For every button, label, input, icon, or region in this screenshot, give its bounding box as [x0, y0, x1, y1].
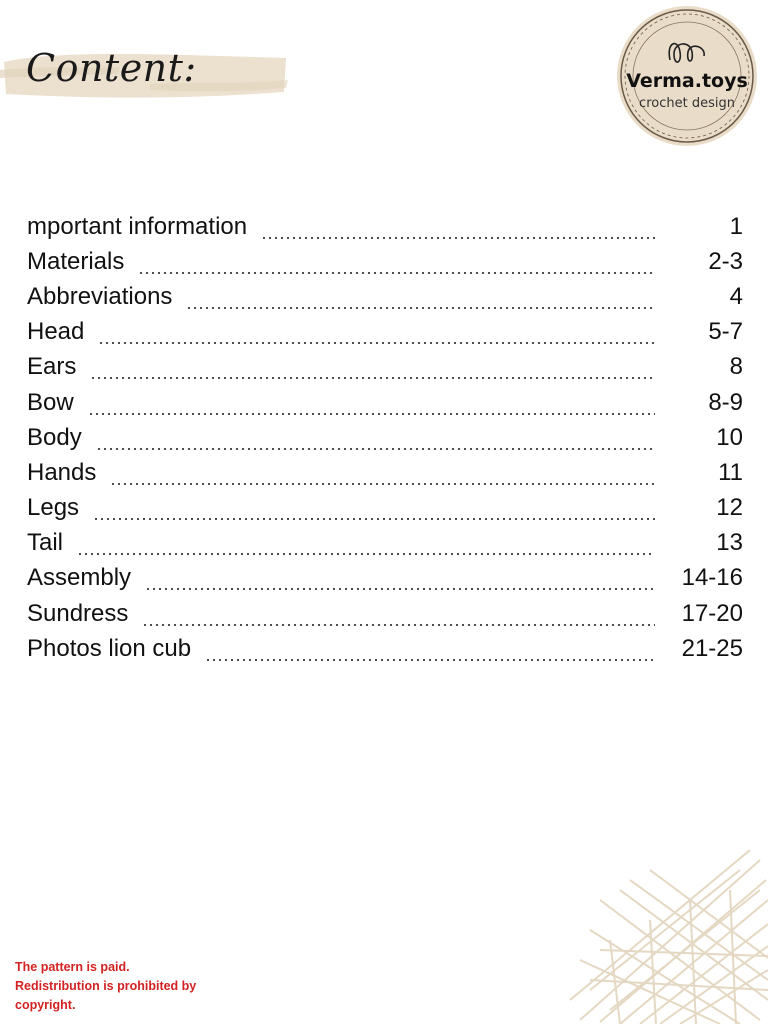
logo-subtitle: crochet design	[639, 96, 735, 111]
toc-row	[27, 244, 743, 279]
toc-row	[27, 209, 743, 244]
notice-line: copyright.	[15, 998, 76, 1012]
copyright-notice	[15, 958, 245, 1015]
notice-line: The pattern is paid.	[15, 960, 130, 974]
toc-page-number: 13	[716, 529, 743, 557]
toc-page-number: 10	[716, 423, 743, 451]
toc-row	[27, 526, 743, 561]
toc-label: Body	[27, 423, 82, 451]
toc-label: Sundress	[27, 599, 129, 627]
logo-title: Verma.toys	[626, 70, 748, 92]
toc-label: Assembly	[27, 564, 132, 592]
toc-leader-dots	[138, 250, 655, 274]
toc-row	[27, 315, 743, 350]
toc-page-number: 4	[729, 282, 743, 310]
toc-row	[27, 385, 743, 420]
toc-row	[27, 561, 743, 596]
toc-page-number: 8-9	[708, 388, 743, 416]
toc-label: Hands	[27, 458, 97, 486]
toc-page-number: 1	[729, 212, 743, 240]
toc-row	[27, 350, 743, 385]
page-title: Content:	[26, 46, 197, 90]
toc-leader-dots	[142, 602, 655, 626]
toc-page-number: 12	[716, 494, 743, 522]
toc-leader-dots	[145, 566, 655, 590]
toc-page-number: 8	[729, 353, 743, 381]
toc-page-number: 2-3	[708, 247, 743, 275]
toc-leader-dots	[261, 215, 655, 239]
toc-leader-dots	[90, 355, 655, 379]
toc-page-number: 21-25	[681, 634, 743, 662]
toc-label: Materials	[27, 247, 125, 275]
toc-page-number: 14-16	[681, 564, 743, 592]
toc-label: Abbreviations	[27, 282, 173, 310]
toc-label: Ears	[27, 353, 77, 381]
toc-leader-dots	[186, 285, 655, 309]
toc-label: mportant information	[27, 212, 248, 240]
toc-leader-dots	[98, 320, 655, 344]
toc-leader-dots	[77, 531, 655, 555]
toc-row	[27, 491, 743, 526]
toc-row	[27, 420, 743, 455]
toc-label: Bow	[27, 388, 74, 416]
toc-leader-dots	[205, 637, 655, 661]
toc-label: Head	[27, 318, 85, 346]
decorative-crosshatch	[560, 840, 768, 1024]
toc-row	[27, 279, 743, 314]
toc-row	[27, 455, 743, 490]
toc-row	[27, 596, 743, 631]
brand-logo	[608, 2, 766, 150]
toc-label: Photos lion cub	[27, 634, 192, 662]
table-of-contents	[27, 209, 743, 666]
toc-leader-dots	[110, 461, 655, 485]
notice-line: Redistribution is prohibited by	[15, 979, 197, 993]
toc-leader-dots	[96, 426, 655, 450]
toc-page-number: 17-20	[681, 599, 743, 627]
toc-label: Tail	[27, 529, 64, 557]
toc-page-number: 5-7	[708, 318, 743, 346]
toc-label: Legs	[27, 494, 80, 522]
toc-leader-dots	[93, 496, 655, 520]
toc-leader-dots	[88, 391, 655, 415]
toc-page-number: 11	[718, 458, 743, 486]
toc-row	[27, 631, 743, 666]
